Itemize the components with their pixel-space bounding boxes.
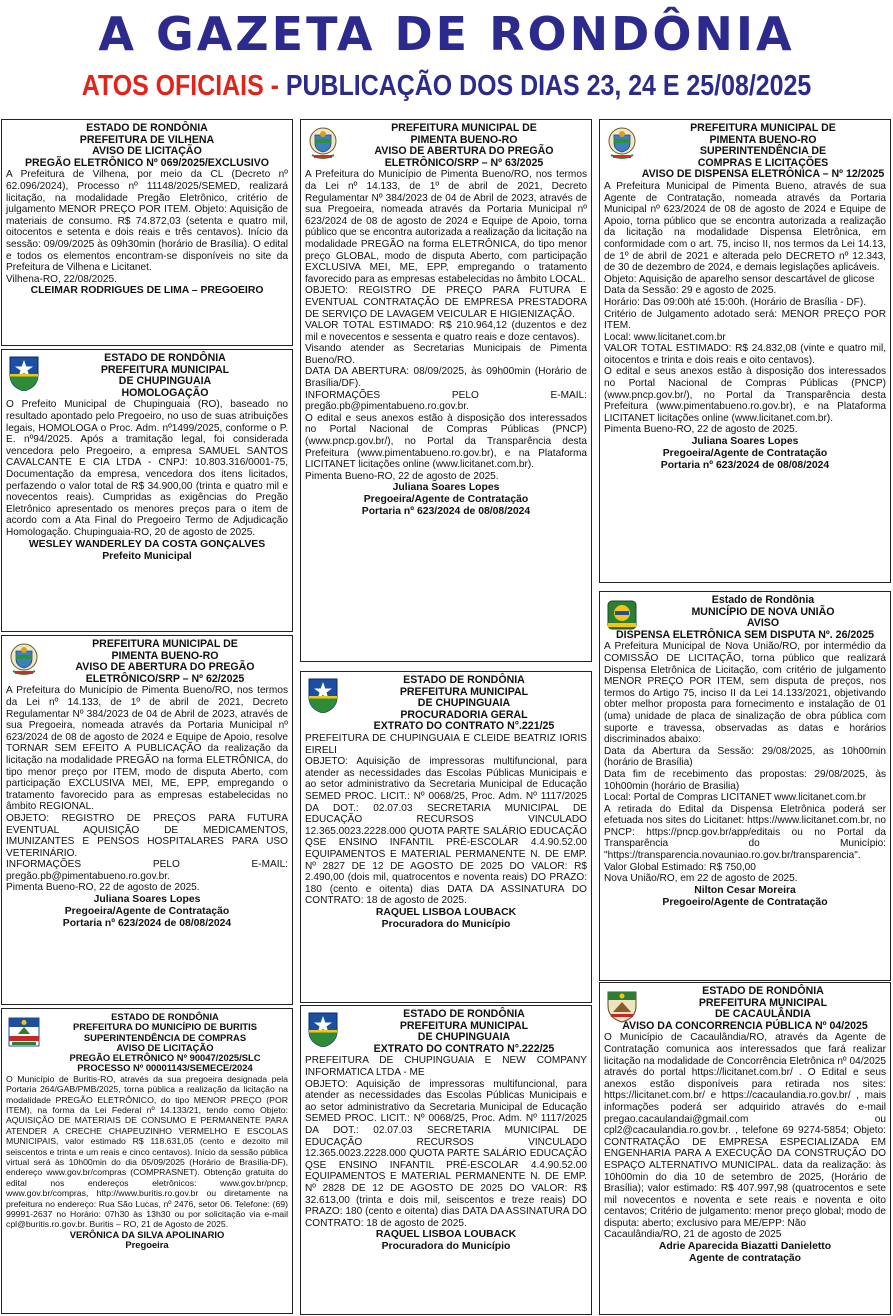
notice-header — [604, 123, 886, 181]
header-line: AVISO DA CONCORRENCIA PÚBLICA Nº 04/2025 — [622, 1019, 868, 1032]
signatory-name: CLEIMAR RODRIGUES DE LIMA – PREGOEIRO — [30, 285, 264, 297]
notice-vilhena — [1, 119, 293, 346]
header-line: Estado de Rondônia — [711, 594, 815, 606]
notice-signature — [604, 436, 886, 472]
header-line: PREFEITURA MUNICIPAL DE — [92, 638, 238, 650]
header-line: SUPERINTENDÊNCIA DE COMPRAS — [83, 1031, 247, 1043]
state-crest-icon — [306, 1011, 340, 1047]
body-paragraph: INFORMAÇÕES PELO E-MAIL: pregão.pb@pimentabueno.ro.gov.br. — [6, 859, 288, 882]
notice-header — [6, 1012, 288, 1074]
signatory-role: Pregoeira/Agente de Contratação — [64, 906, 230, 918]
notice-buritis — [1, 1008, 293, 1314]
header-line: EXTRATO DO CONTRATO N°.221/25 — [373, 720, 555, 733]
body-paragraph: INFORMAÇÕES PELO E-MAIL: pregão.pb@pimentabueno.ro.gov.br. — [305, 389, 587, 413]
state-crest-icon — [306, 677, 340, 713]
header-line: PREGÃO ELETRÔNICO Nº 069/2025/EXCLUSIVO — [24, 156, 270, 169]
header-line: PROCESSO Nº 00001143/SEMECE/2024 — [77, 1062, 253, 1074]
notice-signature — [604, 1241, 886, 1265]
notice-pimenta-pregao-63 — [300, 119, 592, 662]
body-paragraph: Pimenta Bueno-RO, 22 de agosto de 2025. — [604, 424, 798, 436]
body-paragraph: A retirada do Edital da Dispensa Eletrônica poderá ser efetuada nos sites do Licitanet: https://www.licitanet.com.br, no PNCP: https://pncp.gov.br/app/editais ou no Portal da Transparência do Município: "https://transparencia.novauniao.ro.gov.br/transparencia". — [604, 803, 886, 862]
signatory-name: Juliana Soares Lopes — [93, 894, 201, 906]
signatory-ordinance: Portaria nº 623/2024 de 08/08/2024 — [62, 918, 232, 930]
nova-uniao-crest-icon — [605, 597, 639, 633]
header-line: ESTADO DE RONDÔNIA — [111, 1011, 219, 1022]
signatory-name: Adrie Aparecida Biazatti Danieletto — [658, 1241, 832, 1253]
body-paragraph: Data da Sessão: 29 e agosto de 2025. — [604, 285, 777, 297]
body-paragraph: Visando atender as Secretarias Municipais de Pimenta Bueno/RO. — [305, 343, 587, 366]
notice-body — [6, 1074, 288, 1230]
header-line: PREGÃO ELETRÔNICO Nº 90047/2025/SLC — [69, 1052, 261, 1064]
notice-body — [604, 641, 886, 884]
section-label: ATOS OFICIAIS — [81, 70, 264, 102]
header-line: AVISO DE LICITAÇÃO — [92, 145, 202, 158]
masthead — [0, 0, 893, 120]
signatory-name: Juliana Soares Lopes — [392, 482, 500, 494]
body-paragraph: Data da Abertura da Sessão: 29/08/2025, as 10h00min (horário de Brasília) — [604, 745, 886, 769]
header-line: ELETRÔNICO/SRP – Nº 62/2025 — [85, 672, 245, 685]
body-paragraph: A Prefeitura do Município de Pimenta Bueno/RO, nos termos da Lei nº 14.133, de 1º de abril de 2021, Decreto Regulamentar Nº 384/2023 de 04 de Abril de 2023, através de sua Pregoeira, nomeada através da Portaria Municipal nº 623/2024 de 08 de agosto de 2024 e Equipe de Apoio, torna público que se encontra autorizada a realização da licitação na modalidade PREGÃO na forma ELETRÔNICA, do tipo menor preço GLOBAL, modo de disputa Aberto, com participação EXCLUSIVA MEI, ME, EPP, empregando o tratamento favorecido para as empresas estabelecidas no âmbito LOCAL. — [305, 169, 587, 285]
notice-body — [305, 733, 587, 907]
body-paragraph: A Prefeitura Municipal de Pimenta Bueno, através de sua Agente de Contratação, nomeada através da Portaria Municipal nº 623/2024 de 08 de agosto de 2024 e Equipe de Apoio, torna público que se encontra autorizada a realização da licitação na modalidade Dispensa Eletrônica, em conformidade com o art. 75, inciso II, nos termos da Lei 14.13, de 1º de abril de 2021 e alterada pelo DECRETO nº 12.343, de 30 de dezembro de 2024, e demais legislações aplicáveis. — [604, 180, 886, 274]
signatory-role: Prefeito Municipal — [102, 550, 192, 562]
header-line: PREFEITURA MUNICIPAL — [399, 1019, 529, 1032]
cacaulandia-crest-icon — [605, 988, 639, 1024]
signatory-role: Procuradora do Município — [381, 1241, 511, 1253]
body-paragraph: OBJETO: REGISTRO DE PREÇO PARA FUTURA E EVENTUAL CONTRATAÇÃO DE EMPRESA PRESTADORA DE SERVIÇO DE LAVAGEM VEICULAR E HIGIENIZAÇÃO. — [305, 285, 587, 320]
signatory-role: Pregoeira — [125, 1239, 169, 1251]
notice-signature — [604, 885, 886, 909]
notice-chupinguaia-contrato-221 — [300, 671, 592, 1003]
notice-header — [6, 123, 288, 169]
header-line: EXTRATO DO CONTRATO N°.222/25 — [373, 1042, 555, 1055]
signatory-role: Procuradora do Município — [381, 918, 511, 930]
body-paragraph: O Município de Buritis-RO, através da sua pregoeira designada pela Portaria 264/GAB/PMB/2025, torna pública a realização da licitação na modalidade PREGÃO ELETRÔNICO, do tipo MENOR PREÇO (POR ITEM), na forma da Lei Federal nº 14.133/21, tendo como Objeto: AQUISIÇÃO DE MATERIAIS DE CONSUMO E PERMANENTE PARA ATENDER A CRECHE CHAPEUZINHO VERMELHO E ESCOLAS MUNICIPAIS, valor estimado R$ 118.631,05 (cento e dezoito mil seiscentos e trinta e um reais e cinco centavos). Início da sessão pública virtual será às 10h00min do dia 05/09/2025 (Horário de Brasília-DF), endereço www.gov.br/compras (COMPRASNET). Obtenção gratuita do edital nos endereços eletrônicos: www.gov.br/pncp, www.gov.br/compras, http://www.buritis.ro.gov.br ou diretamente na prefeitura no endereço: Rua São Lucas, nº 2476, setor 06. Telefone: (69) 99991-2637 no Horário: 07h30 às 13h30 ou por solicitação via e-mail cpl@buritis.ro.gov.br. Buritis – RO, 21 de Agosto de 2025. — [6, 1073, 288, 1230]
notice-cacaulandia — [599, 982, 891, 1315]
body-paragraph: OBJETO: REGISTRO DE PREÇOS PARA FUTURA EVENTUAL AQUISIÇÃO DE MEDICAMENTOS, IMUNIZANTES E PENSOS HOSPITALARES PARA USO VETERINÁRIO. — [6, 812, 288, 859]
body-paragraph: Valor Global Estimado: R$ 750,00 — [604, 861, 756, 873]
notice-signature — [6, 285, 288, 297]
notice-pimenta-dispensa-12 — [599, 119, 891, 583]
header-line: ESTADO DE RONDÔNIA — [702, 985, 824, 997]
notice-header — [604, 595, 886, 641]
signatory-name: RAQUEL LISBOA LOUBACK — [375, 906, 517, 918]
body-paragraph: Nova União/RO, em 22 de agosto de 2025. — [604, 873, 798, 885]
signatory-name: RAQUEL LISBOA LOUBACK — [375, 1229, 517, 1241]
header-line: ESTADO DE RONDÔNIA — [403, 1008, 525, 1020]
header-line: ESTADO DE RONDÔNIA — [104, 352, 226, 364]
signatory-name: VERÔNICA DA SILVA APOLINARIO — [69, 1228, 225, 1240]
body-paragraph: Objeto: Aquisição de aparelho sensor descartável de glicose — [604, 273, 875, 285]
edition-dates: PUBLICAÇÃO DOS DIAS 23, 24 E 25/08/2025 — [285, 70, 812, 102]
body-paragraph: O Município de Cacaulândia/RO, através da Agente de Contratação comunica aos interessados que fará realizar licitação na modalidade de Concorrência Eletrônica nº 04/2025 através do portal https://licitanet.com.br/ . O Edital e seus anexos estão disponíveis para retirada nos sites: https://licitanet.com.br/ e https://cacaulandia.ro.gov.br/ , mais informações poderá ser adquirido através do e-mail pregao.cacaulandai@gmail.com ou cpl2@cacaulandia.ro.gov.br. , telefone 69 9274-5854; Objeto: CONTRATAÇÃO DE EMPRESA ESPECIALIZADA EM ENGENHARIA PARA A EXECUÇÃO DA CONSTRUÇÃO DO ESPAÇO ALTERNATIVO MUNICIPAL. data da realização: às 10h00min do dia 10 de setembro de 2025, (Horário de Brasília); valor estimado: R$ 407.997,98 (quatrocentos e sete mil novecentos e noventa e sete reais e noventa e oito centavos; Critério de julgamento: menor preço global; modo de disputa: aberto; exclusivo para ME/EPP: Não — [604, 1032, 886, 1229]
section-header — [63, 66, 831, 106]
body-paragraph: Pimenta Bueno-RO, 22 de agosto de 2025. — [6, 882, 200, 894]
header-line: AVISO DE DISPENSA ELETRÔNICA – Nº 12/2025 — [641, 168, 885, 181]
body-paragraph: PREFEITURA DE CHUPINGUAIA E CLEIDE BEATRIZ IORIS EIRELI — [305, 732, 587, 756]
header-line: MUNICÍPIO DE NOVA UNIÃO — [691, 605, 835, 618]
body-paragraph: A Prefeitura do Município de Pimenta Bueno/RO, nos termos da Lei nº 14.133, de 1º de abril de 2021, Decreto Regulamentar Nº 384/2023 de 04 de Abril de 2023, através de sua Pregoeira, nomeada através da Portaria Municipal nº 623/2024 de 08 de agosto de 2024 e Equipe de Apoio, resolve TORNAR SEM EFEITO A PUBLICAÇÃO da realização da licitação na modalidade PREGÃO na forma ELETRÔNICA, do tipo menor preço por ITEM, modo de disputa Aberto, com participação EXCLUSIVA MEI, ME, EPP, empregando o tratamento favorecido para as empresas estabelecidas no âmbito REGIONAL. — [6, 685, 288, 813]
body-paragraph: Local: www.licitanet.com.br — [604, 331, 726, 343]
notice-body — [6, 169, 288, 285]
header-line: PREFEITURA MUNICIPAL — [399, 685, 529, 698]
header-line: PIMENTA BUENO-RO — [410, 133, 518, 146]
header-line: PREFEITURA MUNICIPAL DE — [391, 122, 537, 134]
notice-header — [305, 675, 587, 733]
header-line: ESTADO DE RONDÔNIA — [86, 122, 208, 134]
header-line: PREFEITURA DO MUNICÍPIO DE BURITIS — [72, 1021, 258, 1033]
signatory-role: Pregoeira/Agente de Contratação — [662, 448, 828, 460]
notice-signature — [6, 1230, 288, 1251]
header-line: PIMENTA BUENO-RO — [709, 133, 817, 146]
header-line: AVISO DE ABERTURA DO PREGÃO — [75, 661, 255, 674]
signatory-role: Agente de contratação — [688, 1253, 801, 1265]
header-line: HOMOLOGAÇÃO — [121, 386, 209, 399]
buritis-crest-icon — [7, 1014, 41, 1050]
pimenta-bueno-crest-icon — [605, 125, 639, 161]
notice-header — [604, 986, 886, 1032]
body-paragraph: O edital e seus anexos estão à disposição dos interessados no Portal Nacional de Compras Públicas (PNCP) (www.pncp.gov.br/), no Portal da Transparência desta Prefeitura (www.pimentabueno.ro.gov.br), e na Plataforma LICITANET licitações online (www.licitanet.com.br). — [604, 366, 886, 424]
state-crest-icon — [7, 355, 41, 391]
notice-body — [6, 399, 288, 538]
notice-signature — [6, 539, 288, 563]
notice-chupinguaia-contrato-222 — [300, 1005, 592, 1315]
body-paragraph: VALOR TOTAL ESTIMADO: R$ 210.964,12 (duzentos e dez mil e novecentos e sessenta e quatro reais e doze centavos). — [305, 320, 587, 343]
notice-signature — [305, 1229, 587, 1253]
signatory-ordinance: Portaria nº 623/2024 de 08/08/2024 — [660, 460, 830, 472]
body-paragraph: OBJETO: Aquisição de impressoras multifuncional, para atender as necessidades das Escolas Públicas Municipais e ao setor administrativo da Secretaria Municipal de Educação SEMED PROC. LICIT.: Nº 0068/25, Proc. Adm. Nº 1117/2025 DA DOT.: 02.07.03 SECRETARIA MUNICIPAL DE EDUCAÇÃO RECURSOS VINCULADO 12.365.0023.2228.000 QUOTA PARTE SALÁRIO EDUCAÇÃO QSE ENSINO INFANTIL PRÉ-ESCOLAR 4.4.90.52.00 EQUIPAMENTOS E MATERIAL PERMANENTE N. DE EMP. Nº 2827 DE 12 DE AGOSTO DE 2025 DO VALOR: R$ 2.490,00 (dois mil, quatrocentos e noventa reais) DO PRAZO: 180 (cento e oitenta) dias DATA DA ASSINATURA DO CONTRATO: 18 de agosto de 2025. — [305, 756, 587, 907]
newspaper-title: A GAZETA DE RONDÔNIA — [98, 7, 795, 61]
notice-body — [604, 1032, 886, 1241]
signatory-name: WESLEY WANDERLEY DA COSTA GONÇALVES — [28, 538, 266, 550]
header-line: SUPERINTENDÊNCIA DE — [699, 145, 827, 158]
body-paragraph: Pimenta Bueno-RO, 22 de agosto de 2025. — [305, 470, 499, 482]
header-line: PREFEITURA MUNICIPAL — [100, 363, 230, 376]
header-line: AVISO — [746, 617, 780, 630]
notice-body — [305, 169, 587, 482]
notice-signature — [6, 894, 288, 930]
header-line: ESTADO DE RONDÔNIA — [403, 674, 525, 686]
header-line: PIMENTA BUENO-RO — [111, 649, 219, 662]
body-paragraph: OBJETO: Aquisição de impressoras multifuncional, para atender as necessidades das Escolas Públicas Municipais e ao setor administrativo da Secretaria Municipal de Educação SEMED PROC. LICIT.: Nº 0068/25, Proc. Adm. Nº 1117/2025 DA DOT.: 02.07.03 SECRETARIA MUNICIPAL DE EDUCAÇÃO RECURSOS VINCULADO 12.365.0023.2228.000 QUOTA PARTE SALÁRIO EDUCAÇÃO QSE ENSINO INFANTIL PRÉ-ESCOLAR 4.4.90.52.00 EQUIPAMENTOS E MATERIAL PERMANENTE N. DE EMP. Nº 2828 DE 12 DE AGOSTO DE 2025 DO VALOR: R$ 32.613,00 (trinta e dois mil, seiscentos e treze reais) DO PRAZO: 180 (cento e oitenta) dias DATA DA ASSINATURA DO CONTRATO: 18 de agosto de 2025. — [305, 1078, 587, 1229]
header-line: PROCURADORIA GERAL — [400, 708, 528, 721]
body-paragraph: Local: Portal de Compras LICITANET www.licitanet.com.br — [604, 792, 867, 804]
signatory-role: Pregoeiro/Agente de Contratação — [662, 896, 828, 908]
body-paragraph: Critério de Julgamento adotado será: MENOR PREÇO POR ITEM. — [604, 308, 886, 332]
signatory-name: Nilton Cesar Moreira — [694, 884, 796, 896]
notice-header — [6, 639, 288, 685]
body-paragraph: VALOR TOTAL ESTIMADO: R$ 24.832,08 (vinte e quatro mil, oitocentos e trinta e dois reais e oito centavos). — [604, 343, 886, 366]
pimenta-bueno-crest-icon — [306, 125, 340, 161]
section-separator: - — [263, 70, 286, 102]
header-line: COMPRAS E LICITAÇÕES — [697, 156, 829, 169]
body-paragraph: O edital e seus anexos estão à disposição dos interessados no Portal Nacional de Compras Públicas (PNCP) (www.pncp.gov.br/), no Portal da Transparência desta Prefeitura (www.pimentabueno.ro.gov.br), e na Plataforma LICITANET licitações online (www.licitanet.com.br). — [305, 412, 587, 471]
header-line: DISPENSA ELETRÔNICA SEM DISPUTA Nº. 26/2025 — [616, 628, 874, 641]
signatory-name: Juliana Soares Lopes — [691, 436, 799, 448]
notice-chupinguaia-homologacao — [1, 349, 293, 632]
signatory-role: Pregoeira/Agente de Contratação — [363, 494, 529, 506]
signatory-ordinance: Portaria nº 623/2024 de 08/08/2024 — [361, 506, 531, 518]
notice-body — [604, 181, 886, 436]
body-paragraph: A Prefeitura de Vilhena, por meio da CL (Decreto nº 62.096/2024), Processo nº 11148/2025/SEMED, realizará licitação, na modalidade Pregão Eletrônico, critério de julgamento MENOR PREÇO POR ITEM. Objeto: Aquisição de materiais de consumo. R$ 74.872,03 (setenta e quatro mil, oitocentos e setenta e dois reais e três centavos). Início da sessão: 09/09/2025 às 09h30min (horário de Brasília). O edital e todos os elementos encontram-se disponíveis no site da Prefeitura de Vilhena e Licitanet. — [6, 169, 288, 274]
header-line: PREFEITURA DE VILHENA — [79, 133, 215, 146]
header-line: AVISO DE LICITAÇÃO — [116, 1041, 214, 1053]
body-paragraph: Horário: Das 09:00h até 15:00h. (Horário de Brasília - DF). — [604, 296, 866, 308]
body-paragraph: DATA DA ABERTURA: 08/09/2025, às 09h00min (Horário de Brasília/DF). — [305, 366, 587, 390]
notice-nova-uniao — [599, 591, 891, 981]
header-line: DE CHUPINGUAIA — [417, 1031, 511, 1044]
notice-pimenta-pregao-62 — [1, 635, 293, 1005]
header-line: DE CHUPINGUAIA — [118, 375, 212, 388]
notice-header — [305, 1009, 587, 1055]
body-paragraph: PREFEITURA DE CHUPINGUAIA E NEW COMPANY INFORMATICA LTDA - ME — [305, 1055, 587, 1078]
notice-body — [305, 1055, 587, 1229]
body-paragraph: Cacaulândia/RO, 21 de agosto de 2025 — [604, 1229, 782, 1241]
notice-header — [6, 353, 288, 399]
header-line: ELETRÔNICO/SRP – Nº 63/2025 — [384, 156, 544, 169]
body-paragraph: A Prefeitura Municipal de Nova União/RO, por intermédio da COMISSÃO DE LICITAÇÃO, torna público que realizará Dispensa Eletrônica de Licitação, com critério de julgamento MENOR PREÇO POR ITEM, sem disputa de preços, nos termos do Artigo 75, inciso II da Lei 14.133/2021, objetivando obter melhor proposta para fornecimento e instalação de 01 (uma) unidade de placa de sinalização de obra pública com suporte e travessa, observadas as datas e horários discriminados abaixo: — [604, 641, 886, 746]
notice-signature — [305, 482, 587, 518]
header-line: AVISO DE ABERTURA DO PREGÃO — [374, 145, 554, 158]
header-line: DE CHUPINGUAIA — [417, 697, 511, 710]
notice-signature — [305, 907, 587, 931]
body-paragraph: O Prefeito Municipal de Chupinguaia (RO), baseado no resultado apontado pelo Pregoeiro, no uso de suas atribuições legais, HOMOLOGA o Proc. Adm. nº1499/2025, conforme o P. E. nº94/2025. Após a tramitação legal, foi considerada vencedora pelo Pregoeiro, a empresa SAMUEL SANTOS CAVALCANTE E CIA LTDA - CNPJ: 10.803.316/0001-75, Documentação da empresa, vencedora dos itens licitados, perfazendo o valor total de R$ 34.900,00 (trinta e quatro mil e novecentos reais). Cumpridas as exigências do Pregão Eletrônico apresentado os menores preços para o item de acordo com a Ata Final do Pregoeiro Termo de Adjudicação Homologação. Chupinguaia-RO, 20 de agosto de 2025. — [6, 399, 288, 538]
header-line: PREFEITURA MUNICIPAL DE — [690, 122, 836, 134]
notice-body — [6, 685, 288, 894]
header-line: DE CACAULÂNDIA — [715, 1008, 811, 1021]
header-line: PREFEITURA MUNICIPAL — [698, 996, 828, 1009]
body-paragraph: Vilhena-RO, 22/08/2025. — [6, 273, 117, 285]
body-paragraph: Data fim de recebimento das propostas: 29/08/2025, às 10h00min (horário de Brasilia) — [604, 768, 886, 792]
pimenta-bueno-crest-icon — [7, 641, 41, 677]
notice-header — [305, 123, 587, 169]
